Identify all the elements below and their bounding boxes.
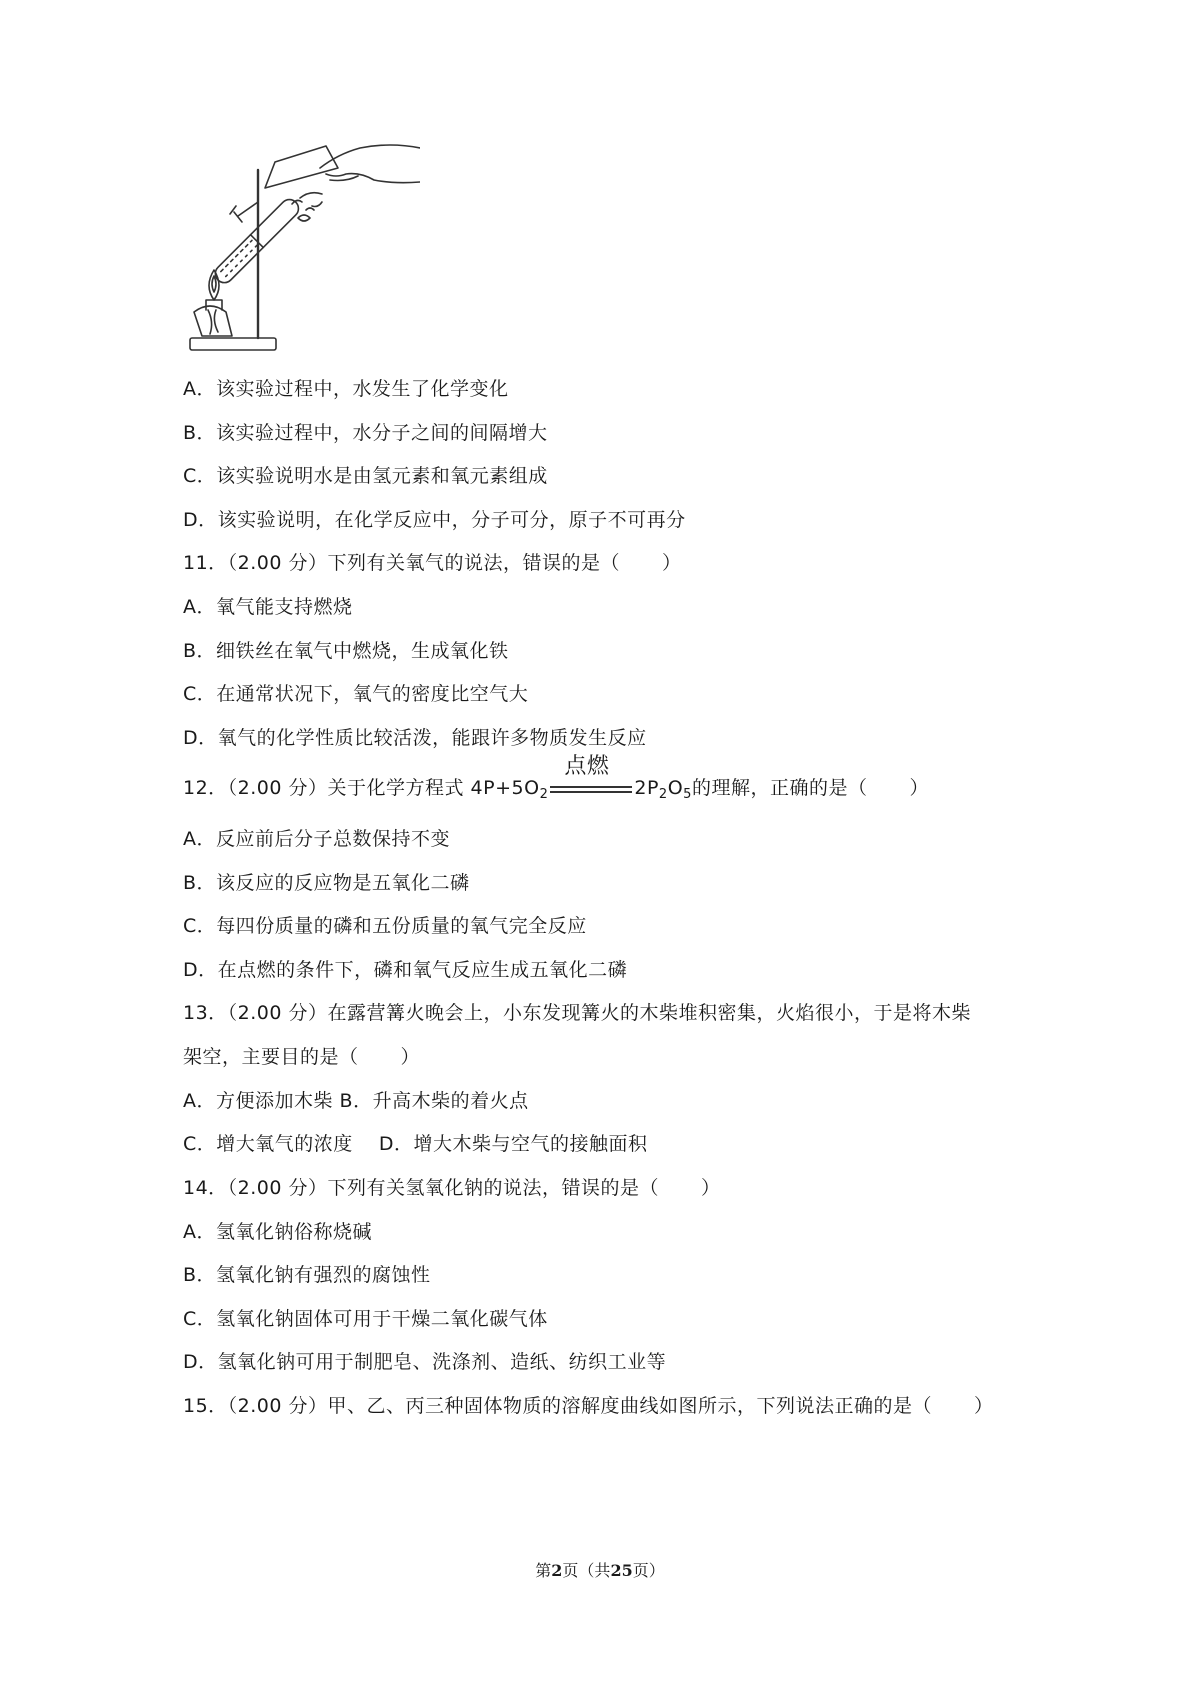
footer-text: 页（共 <box>562 1561 611 1580</box>
clamp <box>230 202 258 222</box>
experiment-figure <box>180 140 420 390</box>
subscript: 2 <box>539 787 549 802</box>
option-text: 在通常状况下，氧气的密度比空气大 <box>216 683 529 705</box>
q11-option-c <box>183 681 528 707</box>
close-paren: ） <box>974 1395 994 1417</box>
option-label: A． <box>183 596 216 618</box>
q13-stem-line1 <box>183 1000 971 1026</box>
q13-options-row2 <box>183 1131 648 1157</box>
q10-option-a <box>183 376 509 402</box>
option-text: 该实验过程中，水分子之间的间隔增大 <box>216 422 548 444</box>
steam <box>292 200 314 221</box>
option-label: B． <box>183 1264 217 1286</box>
q11-option-a <box>183 594 353 620</box>
close-paren: ） <box>701 1177 721 1199</box>
option-text: 细铁丝在氧气中燃烧，生成氧化铁 <box>216 640 509 662</box>
q12-option-c <box>183 913 587 939</box>
option-label: C． <box>183 915 217 937</box>
page-number: 2 <box>551 1561 563 1580</box>
q11-stem <box>183 550 682 576</box>
q12-option-a <box>183 826 450 852</box>
question-text: 架空，主要目的是（ <box>183 1046 359 1068</box>
option-label: D． <box>183 509 218 531</box>
q14-option-b <box>183 1262 431 1288</box>
q11-option-d <box>183 725 647 751</box>
option-text: 氢氧化钠固体可用于干燥二氧化碳气体 <box>216 1308 548 1330</box>
product-text: O <box>667 777 684 799</box>
option-label: C． <box>183 683 217 705</box>
q14-option-a <box>183 1219 372 1245</box>
option-label: D． <box>183 727 218 749</box>
heating-apparatus-illustration <box>180 140 420 390</box>
footer-text: 页） <box>632 1561 665 1580</box>
question-text: 15．（2.00 分）甲、乙、丙三种固体物质的溶解度曲线如图所示，下列说法正确的是（ <box>183 1395 933 1417</box>
option-label: B． <box>183 422 217 444</box>
reaction-arrow <box>550 754 632 801</box>
question-text: 11．（2.00 分）下列有关氧气的说法，错误的是（ <box>183 552 621 574</box>
glass-plate <box>265 146 338 188</box>
option-text: A．方便添加木柴 B．升高木柴的着火点 <box>183 1090 529 1112</box>
q14-option-d <box>183 1349 666 1375</box>
q14-stem <box>183 1175 721 1201</box>
alcohol-lamp <box>194 306 232 336</box>
product-text: 2P <box>634 777 659 799</box>
q13-stem-line2 <box>183 1044 420 1070</box>
option-text: 在点燃的条件下，磷和氧气反应生成五氧化二磷 <box>217 959 628 981</box>
close-paren: ） <box>662 552 682 574</box>
option-text: 氧气的化学性质比较活泼，能跟许多物质发生反应 <box>217 727 647 749</box>
q13-options-row1 <box>183 1088 529 1114</box>
reaction-condition: 点燃 <box>564 754 610 779</box>
close-paren: ） <box>909 777 929 799</box>
option-label: D． <box>183 959 218 981</box>
question-text: 的理解，正确的是（ <box>691 777 868 799</box>
close-paren: ） <box>400 1046 421 1068</box>
option-text: 氢氧化钠有强烈的腐蚀性 <box>216 1264 431 1286</box>
option-label: D． <box>183 1351 218 1373</box>
option-label: A． <box>183 828 216 850</box>
q10-option-b <box>183 420 548 446</box>
option-text: 每四份质量的磷和五份质量的氧气完全反应 <box>216 915 587 937</box>
option-text: 反应前后分子总数保持不变 <box>216 828 451 850</box>
q10-option-c <box>183 463 548 489</box>
q11-option-b <box>183 638 509 664</box>
option-text: 该反应的反应物是五氧化二磷 <box>216 872 470 894</box>
q10-option-d <box>183 507 686 533</box>
option-label: A． <box>183 1221 216 1243</box>
option-label: B． <box>183 872 217 894</box>
option-text: 该实验说明水是由氢元素和氧元素组成 <box>216 465 548 487</box>
q12-option-b <box>183 870 470 896</box>
option-text: C．增大氧气的浓度 D．增大木柴与空气的接触面积 <box>183 1133 648 1155</box>
q14-option-c <box>183 1306 548 1332</box>
footer-text: 第 <box>535 1561 552 1580</box>
option-label: B． <box>183 640 217 662</box>
option-label: C． <box>183 465 217 487</box>
subscript: 2 <box>658 787 668 802</box>
q15-stem <box>183 1393 994 1419</box>
stand-base <box>190 338 276 350</box>
page-footer <box>0 1560 1200 1582</box>
flame-inner <box>212 276 216 292</box>
subscript: 5 <box>683 787 692 802</box>
option-text: 氢氧化钠俗称烧碱 <box>216 1221 373 1243</box>
question-text: 12．（2.00 分）关于化学方程式 4P+5O <box>183 777 540 799</box>
flame <box>209 270 219 300</box>
option-text: 该实验过程中，水发生了化学变化 <box>216 378 509 400</box>
q12-stem <box>183 754 929 802</box>
equals-bar-top <box>550 786 632 788</box>
question-text: 13．（2.00 分）在露营篝火晚会上，小东发现篝火的木柴堆积密集，火焰很小，于是将木柴 <box>183 1002 972 1024</box>
total-pages: 25 <box>610 1561 633 1580</box>
q12-option-d <box>183 957 627 983</box>
condensation <box>300 193 322 207</box>
option-text: 氢氧化钠可用于制肥皂、洗涤剂、造纸、纺织工业等 <box>217 1351 667 1373</box>
wick <box>208 310 218 334</box>
option-text: 该实验说明，在化学反应中，分子可分，原子不可再分 <box>217 509 686 531</box>
option-label: A． <box>183 378 216 400</box>
option-text: 氧气能支持燃烧 <box>216 596 353 618</box>
question-text: 14．（2.00 分）下列有关氢氧化钠的说法，错误的是（ <box>183 1177 660 1199</box>
equals-bar-bottom <box>550 791 632 793</box>
option-label: C． <box>183 1308 217 1330</box>
